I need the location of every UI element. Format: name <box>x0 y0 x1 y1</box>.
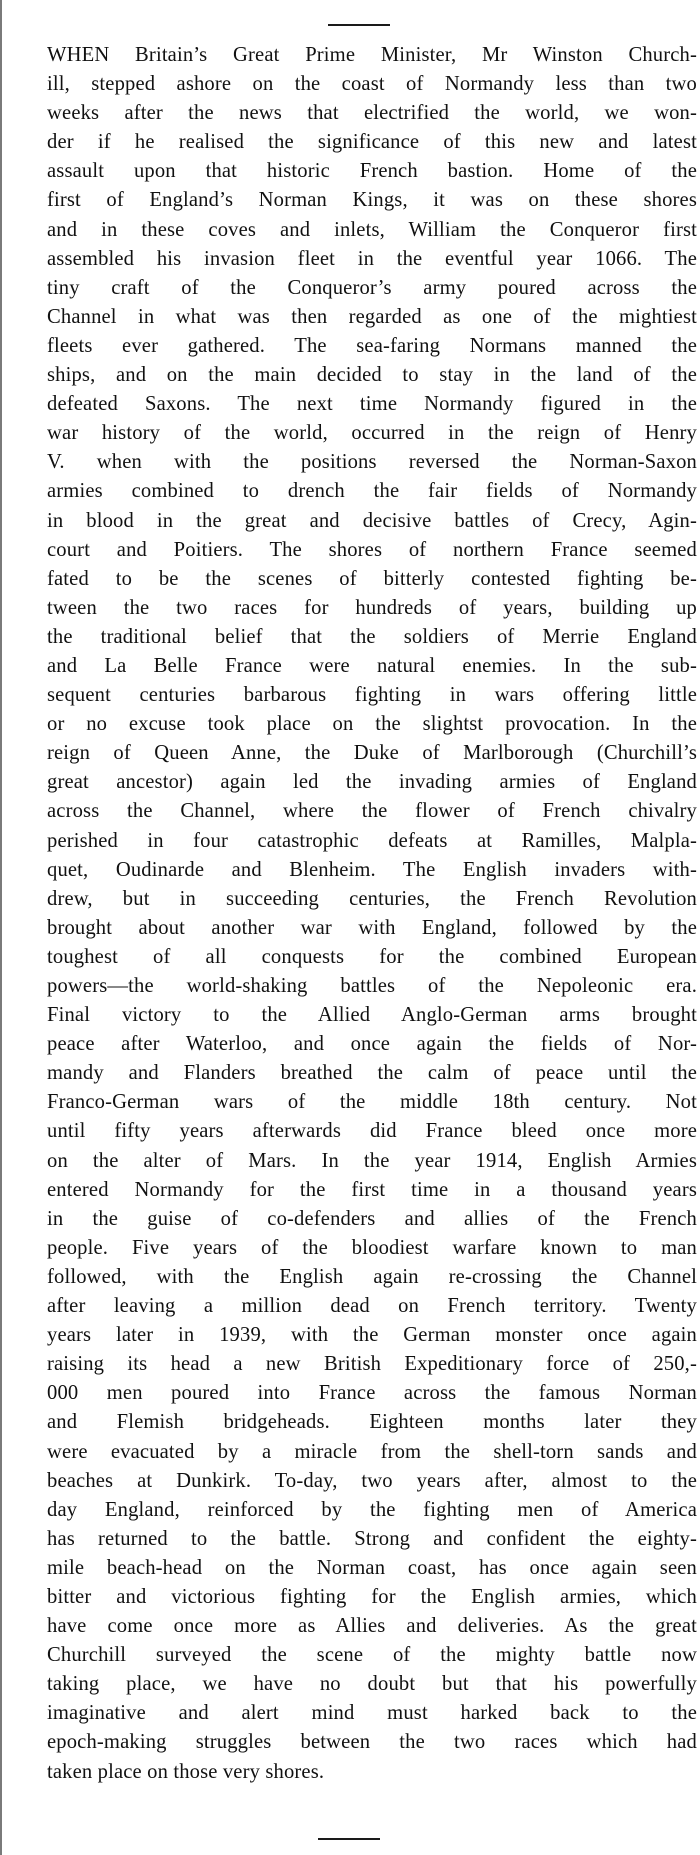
article-line: and La Belle France were natural enemies. In the sub- <box>47 654 697 677</box>
article-line: bitter and victorious fighting for the English armies, which <box>47 1585 697 1608</box>
article-line: Churchill surveyed the scene of the mighty battle now <box>47 1644 697 1667</box>
article-line: toughest of all conquests for the combined European <box>47 945 697 968</box>
article-line: Franco-German wars of the middle 18th century. Not <box>47 1091 697 1114</box>
article-line: taking place, we have no doubt but that his powerfully <box>47 1673 697 1696</box>
article-line: or no excuse took place on the slightst provocation. In the <box>47 713 697 736</box>
article-line: court and Poitiers. The shores of northern France seemed <box>47 538 697 561</box>
article-line: day England, reinforced by the fighting men of America <box>47 1498 697 1521</box>
article-line: powers—the world-shaking battles of the Nepoleonic era. <box>47 975 697 997</box>
page-edge <box>0 0 2 1855</box>
article-line: on the alter of Mars. In the year 1914, English Armies <box>47 1149 697 1172</box>
article-line: and Flemish bridgeheads. Eighteen months later they <box>47 1411 697 1434</box>
article-line: V. when with the positions reversed the Norman-Saxon <box>47 451 697 474</box>
article-line: defeated Saxons. The next time Normandy figured in the <box>47 393 697 416</box>
article-line: Channel in what was then regarded as one of the mightiest <box>47 305 697 328</box>
article-line: fated to be the scenes of bitterly contested fighting be- <box>47 567 697 590</box>
article-line: people. Five years of the bloodiest warfare known to man <box>47 1236 697 1259</box>
article-line: assembled his invasion fleet in the eventful year 1066. The <box>47 247 697 270</box>
article-line: tiny craft of the Conqueror’s army poured across the <box>47 276 697 299</box>
article-line: war history of the world, occurred in the reign of Henry <box>47 422 697 445</box>
article-line: were evacuated by a miracle from the shell-torn sands and <box>47 1440 697 1463</box>
article-line: drew, but in succeeding centuries, the French Revolution <box>47 887 697 910</box>
article-line: der if he realised the significance of this new and latest <box>47 131 697 154</box>
article-line: epoch-making struggles between the two races which had <box>47 1731 697 1754</box>
article-line: Final victory to the Allied Anglo-German arms brought <box>47 1004 697 1027</box>
article-line: 000 men poured into France across the famous Norman <box>47 1382 697 1405</box>
article-line: perished in four catastrophic defeats at Ramilles, Malpla- <box>47 829 697 852</box>
article-line: WHEN Britain’s Great Prime Minister, Mr Winston Church- <box>47 44 697 66</box>
top-rule <box>328 24 390 26</box>
article-line: fleets ever gathered. The sea-faring Normans manned the <box>47 334 697 357</box>
article-line: sequent centuries barbarous fighting in wars offering little <box>47 684 697 707</box>
article-line: until fifty years afterwards did France bleed once more <box>47 1120 697 1143</box>
article-line: tween the two races for hundreds of years, building up <box>47 596 697 619</box>
article-line: in blood in the great and decisive battles of Crecy, Agin- <box>47 509 697 532</box>
article-line: imaginative and alert mind must harked back to the <box>47 1702 697 1725</box>
article-line: have come once more as Allies and deliveries. As the great <box>47 1615 697 1638</box>
article-line: weeks after the news that electrified the world, we won- <box>47 102 697 125</box>
article-line: brought about another war with England, followed by the <box>47 916 697 939</box>
article-line: followed, with the English again re-crossing the Channel <box>47 1265 697 1288</box>
article-line: raising its head a new British Expeditionary force of 250,- <box>47 1353 697 1376</box>
article-line: in the guise of co-defenders and allies of the French <box>47 1207 697 1230</box>
article-line: across the Channel, where the flower of French chivalry <box>47 800 697 823</box>
article-line: and in these coves and inlets, William the Conqueror first <box>47 218 697 241</box>
article-line: has returned to the battle. Strong and confident the eighty- <box>47 1527 697 1550</box>
article-line: first of England’s Norman Kings, it was on these shores <box>47 189 697 212</box>
article-line: taken place on those very shores. <box>47 1760 325 1783</box>
article-line: quet, Oudinarde and Blenheim. The English invaders with- <box>47 858 697 881</box>
article-line: mile beach-head on the Norman coast, has once again seen <box>47 1556 697 1579</box>
article-line: reign of Queen Anne, the Duke of Marlborough (Churchill’s <box>47 742 697 765</box>
article-line: armies combined to drench the fair fields of Normandy <box>47 480 697 503</box>
article-line: beaches at Dunkirk. To-day, two years after, almost to the <box>47 1469 697 1492</box>
article-line: years later in 1939, with the German monster once again <box>47 1324 697 1347</box>
article-line: great ancestor) again led the invading armies of England <box>47 771 697 794</box>
article-line: mandy and Flanders breathed the calm of peace until the <box>47 1062 697 1085</box>
bottom-rule <box>318 1838 380 1840</box>
article-line: peace after Waterloo, and once again the fields of Nor- <box>47 1033 697 1056</box>
article-body <box>47 41 697 1787</box>
article-line: ill, stepped ashore on the coast of Normandy less than two <box>47 73 697 96</box>
article-line: assault upon that historic French bastion. Home of the <box>47 160 697 183</box>
article-line: the traditional belief that the soldiers of Merrie England <box>47 625 697 648</box>
article-line: after leaving a million dead on French territory. Twenty <box>47 1295 697 1318</box>
article-line: entered Normandy for the first time in a thousand years <box>47 1178 697 1201</box>
article-line: ships, and on the main decided to stay in the land of the <box>47 364 697 387</box>
